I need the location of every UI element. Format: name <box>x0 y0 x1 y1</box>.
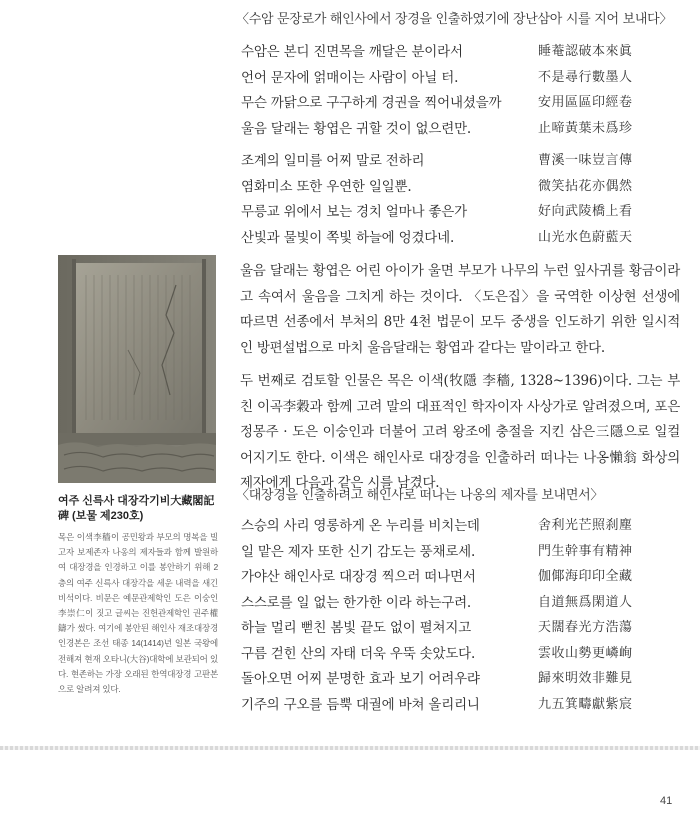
poem-line-korean: 조계의 일미를 어찌 말로 전하리 <box>241 153 425 169</box>
poem-line-hanja: 止啼黃葉未爲珍 <box>538 120 633 136</box>
poem-line <box>241 616 666 642</box>
poem-line-korean: 수암은 본디 진면목을 깨달은 분이라서 <box>241 44 463 60</box>
poem1-title: 〈수암 문장로가 해인사에서 장경을 인출하였기에 장난삼아 시를 지어 보내다〉 <box>236 12 673 27</box>
page-divider <box>0 746 700 750</box>
poem-line-korean: 기주의 구오를 듬뿍 대궐에 바쳐 올리리니 <box>241 696 480 713</box>
poem-line-hanja: 好向武陵橋上看 <box>538 204 633 219</box>
poem-line-korean: 울음 달래는 황엽은 귀할 것이 없으련만. <box>241 120 472 137</box>
poem-line <box>241 40 666 66</box>
poem-line <box>241 540 666 566</box>
poem2 <box>241 514 666 718</box>
poem-line-korean: 염화미소 또한 우연한 일일뿐. <box>241 178 412 195</box>
photo-caption-title: 여주 신륵사 대장각기비大藏閣記碑 (보물 제230호) <box>58 495 215 522</box>
poem-line-korean: 스승의 사리 영롱하게 온 누리를 비치는데 <box>241 518 480 534</box>
poem-line <box>241 149 666 175</box>
poem-line-hanja: 天闊春光方浩蕩 <box>538 620 633 635</box>
poem-line <box>241 667 666 693</box>
poem-line <box>241 693 666 719</box>
poem-line-hanja: 微笑拈花亦偶然 <box>538 178 633 194</box>
poem-line-hanja: 安用區區印經卷 <box>538 95 633 110</box>
poem-line-korean: 언어 문자에 얽매이는 사람이 아닐 터. <box>241 69 459 86</box>
poem-line <box>241 591 666 617</box>
poem-line-korean: 산빛과 물빛이 쪽빛 하늘에 엉겼다네. <box>241 229 455 246</box>
poem-line-korean: 일 맡은 제자 또한 신기 감도는 풍채로세. <box>241 543 476 560</box>
body-paragraph-2: 두 번째로 검토할 인물은 목은 이색(牧隱 李穡, 1328~1396)이다. 그는 부친 이곡李穀과 함께 고려 말의 대표적인 학자이자 사상가로 알려졌으며, 포은 정몽주 · 도은 이숭인과 더불어 고려 왕조에 충절을 지킨 삼은三隱으로 일컬어지기도 한다. 이색은 해인사로 대장경을 인출하러 떠나는 나옹懶翁 화상의 제자에게 다음과 같은 시를 남겼다. <box>240 373 680 491</box>
poem-line-hanja: 睡菴認破本來眞 <box>538 44 633 59</box>
poem-line-hanja: 不是尋行數墨人 <box>538 69 633 85</box>
stele-image <box>58 255 216 483</box>
poem-line-hanja: 門生幹事有精神 <box>538 543 633 559</box>
poem-line <box>241 200 666 226</box>
poem-line-hanja: 曹溪一味豈言傳 <box>538 153 633 168</box>
body-paragraph-1: 울음 달래는 황엽은 어린 아이가 울면 부모가 나무의 누런 잎사귀를 황금이라고 속여서 울음을 그치게 하는 것이다. 〈도은집〉을 국역한 이상현 선생에 따르면 선종에서 부처의 8만 4천 법문이 모두 중생을 인도하기 위한 일시적인 방편설법으로 마치 울음달래는 황엽과 같다는 말이라고 한다. <box>240 263 680 356</box>
poem-line-korean: 하늘 멀리 뻗친 봄빛 끝도 없이 펼쳐지고 <box>241 620 472 636</box>
poem-line <box>241 175 666 201</box>
page-number: 41 <box>660 795 673 807</box>
poem-line <box>241 514 666 540</box>
poem-line-korean: 구름 걷힌 산의 자태 더욱 우뚝 솟았도다. <box>241 645 476 662</box>
poem-line-hanja: 九五箕疇獻紫宸 <box>538 696 633 712</box>
poem-line-korean: 무릉교 위에서 보는 경치 얼마나 좋은가 <box>241 204 467 220</box>
poem-line-hanja: 伽倻海印印全藏 <box>538 569 633 584</box>
poem-line <box>241 117 666 143</box>
poem-line <box>241 565 666 591</box>
poem1-stanza2 <box>241 149 666 251</box>
poem2-title: 〈대장경을 인출하려고 해인사로 떠나는 나옹의 제자를 보내면서〉 <box>236 488 604 503</box>
photo-caption-body: 목은 이색李穡이 공민왕과 부모의 명복을 빌고자 보제존자 나옹의 제자들과 함께 발원하여 대장경을 인경하고 이를 봉안하기 위해 2층의 여주 신륵사 대장각을 세운 내력을 새긴 비석이다. 비문은 예문관제학인 도은 이숭인李崇仁이 짓고 글씨는 진헌관제학인 권주權鑄가 썼다. 여기에 봉안된 해인사 재조대장경 인경본은 조선 태종 14(1414)년 일본 국왕에 전해져 현재 오타니(大谷)대학에 보관되어 있다. 현존하는 가장 오래된 한역대장경 고판본으로 알려져 있다. <box>58 532 218 695</box>
poem1-stanza1 <box>241 40 666 142</box>
poem-line-korean: 스스로를 일 없는 한가한 이라 하는구려. <box>241 594 472 611</box>
poem-line-hanja: 自道無爲閑道人 <box>538 594 633 610</box>
poem-line-hanja: 歸來明效非難見 <box>538 671 633 686</box>
poem-line-korean: 돌아오면 어찌 분명한 효과 보기 어려우랴 <box>241 671 480 687</box>
poem-line-hanja: 舍利光芒照刹塵 <box>538 518 633 533</box>
stele-photo <box>58 255 216 483</box>
poem-line <box>241 226 666 252</box>
poem-line-hanja: 雲收山勢更嶙峋 <box>538 645 633 661</box>
poem-line <box>241 642 666 668</box>
poem-line-korean: 무슨 까닭으로 구구하게 경권을 찍어내셨을까 <box>241 95 502 111</box>
poem-line-hanja: 山光水色蔚藍天 <box>538 229 633 245</box>
poem-line-korean: 가야산 해인사로 대장경 찍으러 떠나면서 <box>241 569 476 585</box>
poem-line <box>241 91 666 117</box>
poem-line <box>241 66 666 92</box>
